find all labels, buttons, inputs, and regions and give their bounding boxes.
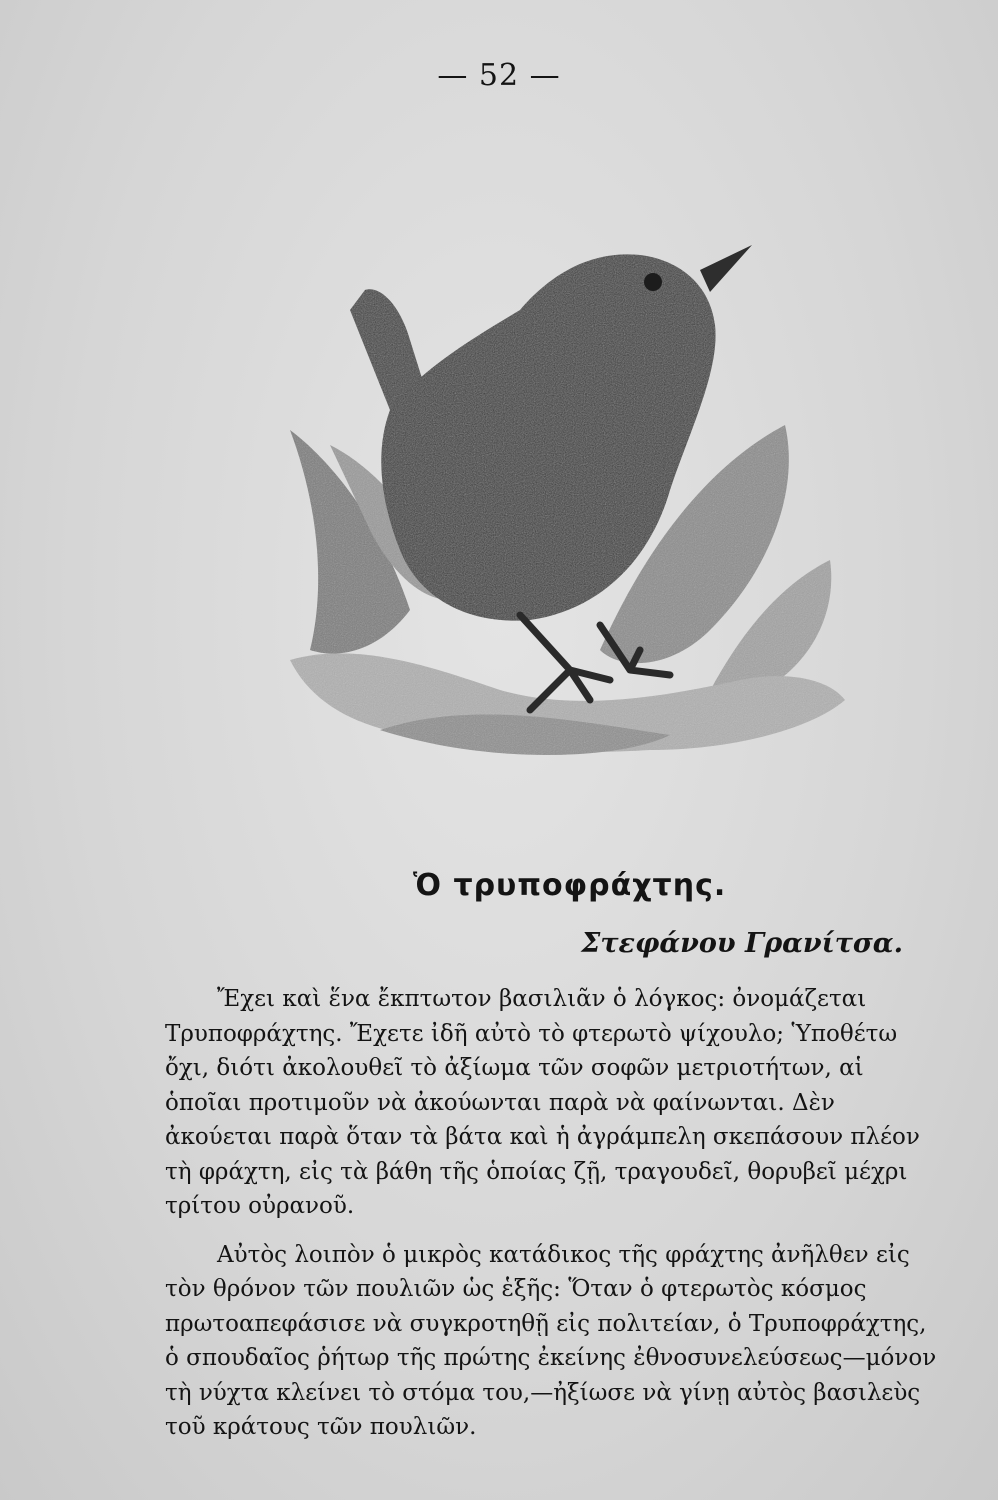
- bird-eye: [644, 273, 662, 291]
- bird-beak: [700, 245, 752, 292]
- bird-illustration: [270, 230, 860, 775]
- article-title: Ὁ τρυποφράχτης.: [413, 868, 727, 903]
- article-author: Στεφάνου Γρανίτσα.: [581, 928, 903, 959]
- paragraph: Ἔχει καὶ ἕνα ἔκπτωτον βασιλιᾶν ὁ λόγκος: ὀνομάζεται Τρυποφράχτης. Ἔχετε ἰδῆ αὐτὸ τὸ φτερωτὸ ψίχουλο; Ὑποθέτω ὄχι, διότι ἀκολουθεῖ τὸ ἀξίωμα τῶν σοφῶν μετριοτήτων, αἱ ὁποῖαι προτιμοῦν νὰ ἀκούωνται παρὰ νὰ φαίνωνται. Δὲν ἀκούεται παρὰ ὅταν τὰ βάτα καὶ ἡ ἀγράμπελη σκεπάσουν πλέον τὴ φράχτη, εἰς τὰ βάθη τῆς ὁποίας ζῇ, τραγουδεῖ, θορυβεῖ μέχρι τρίτου οὐρανοῦ.: [165, 986, 920, 1219]
- article-body: [165, 982, 945, 1445]
- paragraph: Αὐτὸς λοιπὸν ὁ μικρὸς κατάδικος τῆς φράχτης ἀνῆλθεν εἰς τὸν θρόνον τῶν πουλιῶν ὡς ἑξῆς: Ὅταν ὁ φτερωτὸς κόσμος πρωτοαπεφάσισε νὰ συγκροτηθῇ εἰς πολιτείαν, ὁ Τρυποφράχτης, ὁ σπουδαῖος ῥήτωρ τῆς πρώτης ἐκείνης ἐθνοσυνελεύσεως—μόνον τὴ νύχτα κλείνει τὸ στόμα του,—ἠξίωσε νὰ γίνῃ αὐτὸς βασιλεὺς τοῦ κράτους τῶν πουλιῶν.: [165, 1241, 937, 1440]
- page-number: — 52 —: [437, 58, 561, 93]
